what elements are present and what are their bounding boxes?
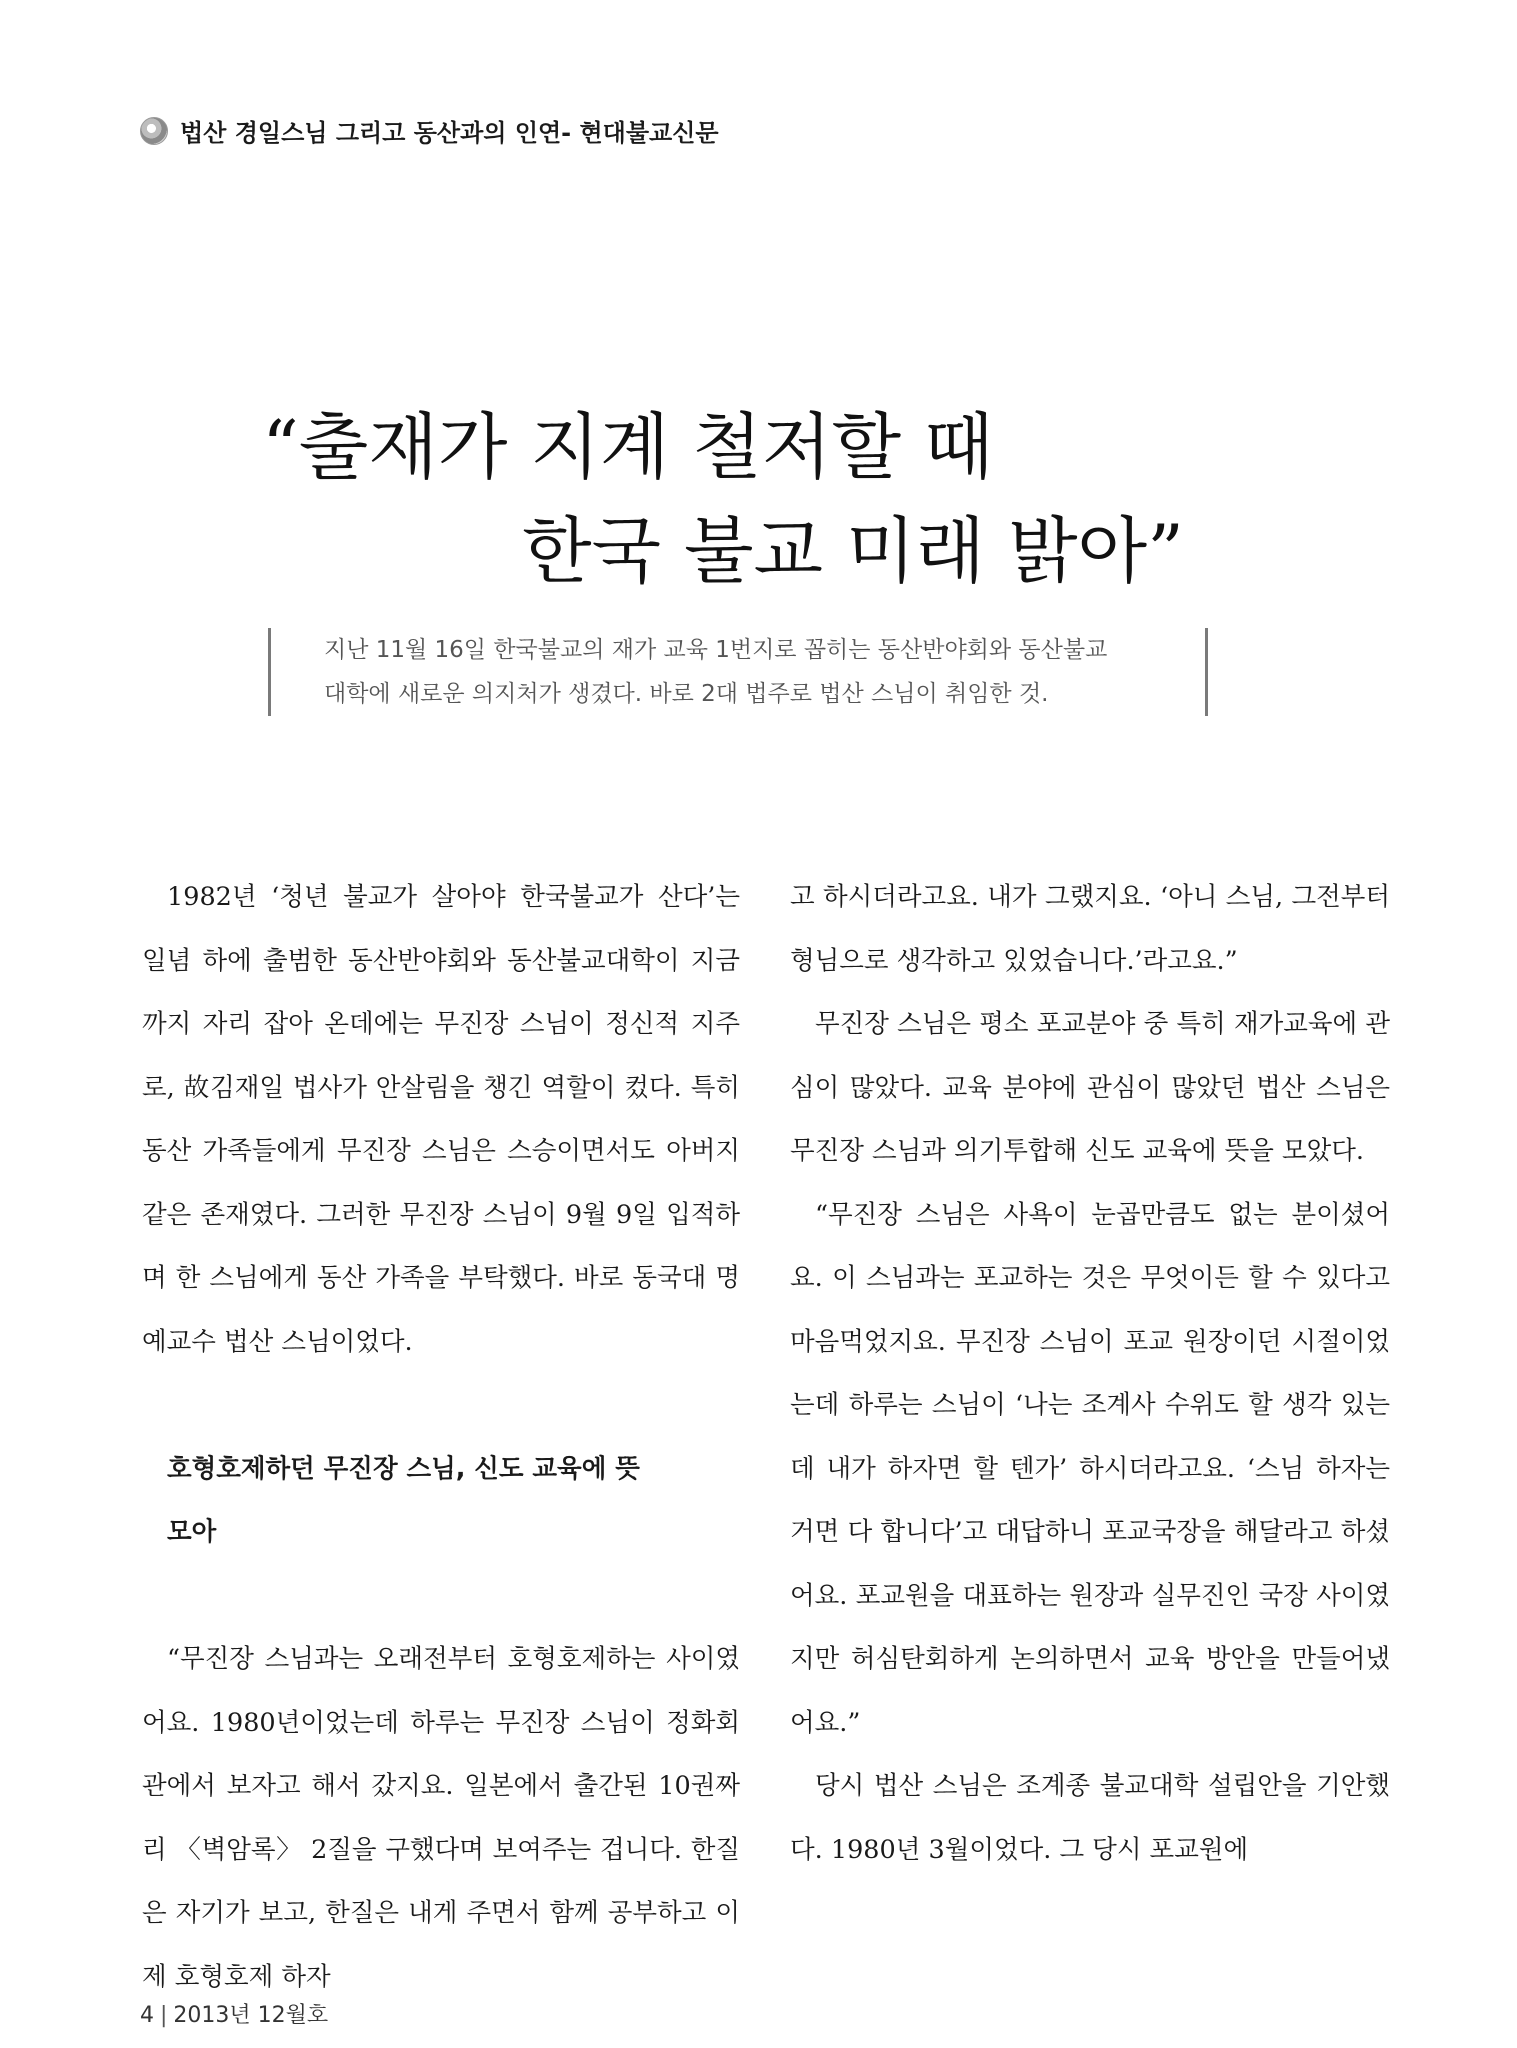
running-header-text: 법산 경일스님 그리고 동산과의 인연- 현대불교신문 <box>180 119 719 147</box>
body-paragraph: “무진장 스님과는 오래전부터 호형호제하는 사이였어요. 1980년이었는데 하루는 무진장 스님이 정화회관에서 보자고 해서 갔지요. 일본에서 출간된 10권짜리 〈벽암록〉 2질을 구했다며 보여주는 겁니다. 한질은 자기가 보고, 한질은 내게 주면서 함께 공부하고 이제 호형호제 하자 <box>142 1644 740 1992</box>
body-paragraph: 무진장 스님은 평소 포교분야 중 특히 재가교육에 관심이 많았다. 교육 분야에 관심이 많았던 법산 스님은 무진장 스님과 의기투합해 신도 교육에 뜻을 모았다. <box>790 1009 1390 1166</box>
footer-separator: | <box>160 2003 168 2028</box>
body-paragraph: 1982년 ‘청년 불교가 살아야 한국불교가 산다’는 일념 하에 출범한 동산반야회와 동산불교대학이 지금까지 자리 잡아 온데에는 무진장 스님이 정신적 지주로, 故김재일 법사가 안살림을 챙긴 역할이 컸다. 특히 동산 가족들에게 무진장 스님은 스승이면서도 아버지 같은 존재였다. 그러한 무진장 스님이 9월 9일 입적하며 한 스님에게 동산 가족을 부탁했다. 바로 동국대 명예교수 법산 스님이었다. <box>142 882 740 1357</box>
title-line-2: 한국 불교 미래 밝아” <box>522 509 1184 593</box>
running-header <box>140 113 719 148</box>
spacer <box>142 1374 740 1438</box>
body-column-left <box>142 866 740 2009</box>
lead-text <box>324 628 1204 716</box>
body-paragraph: 당시 법산 스님은 조계종 불교대학 설립안을 기안했다. 1980년 3월이었다. 그 당시 포교원에 <box>790 1771 1390 1865</box>
lead-line-1: 지난 11월 16일 한국불교의 재가 교육 1번지로 꼽히는 동산반야회와 동산불교 <box>324 637 1108 663</box>
lead-left-rule <box>268 628 271 716</box>
subheading-line-1: 호형호제하던 무진장 스님, 신도 교육에 뜻 <box>167 1453 640 1484</box>
page-number: 4 <box>140 2003 154 2028</box>
subheading-line-2: 모아 <box>167 1517 217 1547</box>
body-column-right <box>790 866 1390 1882</box>
issue-label: 2013년 12월호 <box>173 2003 329 2028</box>
body-paragraph: 고 하시더라고요. 내가 그랬지요. ‘아니 스님, 그전부터 형님으로 생각하고 있었습니다.’라고요.” <box>790 882 1390 976</box>
title-line-1: “출재가 지계 철저할 때 <box>262 405 994 489</box>
lead-right-rule <box>1205 628 1208 716</box>
lotus-emblem-icon <box>140 117 168 145</box>
body-paragraph: “무진장 스님은 사욕이 눈곱만큼도 없는 분이셨어요. 이 스님과는 포교하는 것은 무엇이든 할 수 있다고 마음먹었지요. 무진장 스님이 포교 원장이던 시절이었는데 하루는 스님이 ‘나는 조계사 수위도 할 생각 있는데 내가 하자면 할 텐가’ 하시더라고요. ‘스님 하자는 거면 다 합니다’고 대답하니 포교국장을 해달라고 하셨어요. 포교원을 대표하는 원장과 실무진인 국장 사이였지만 허심탄회하게 논의하면서 교육 방안을 만들어냈어요.” <box>790 1199 1390 1738</box>
section-subheading <box>142 1438 740 1565</box>
spacer <box>142 1565 740 1629</box>
lead-box <box>268 628 1208 716</box>
page-footer <box>140 1998 328 2029</box>
lead-line-2: 대학에 새로운 의지처가 생겼다. 바로 2대 법주로 법산 스님이 취임한 것. <box>324 681 1049 707</box>
